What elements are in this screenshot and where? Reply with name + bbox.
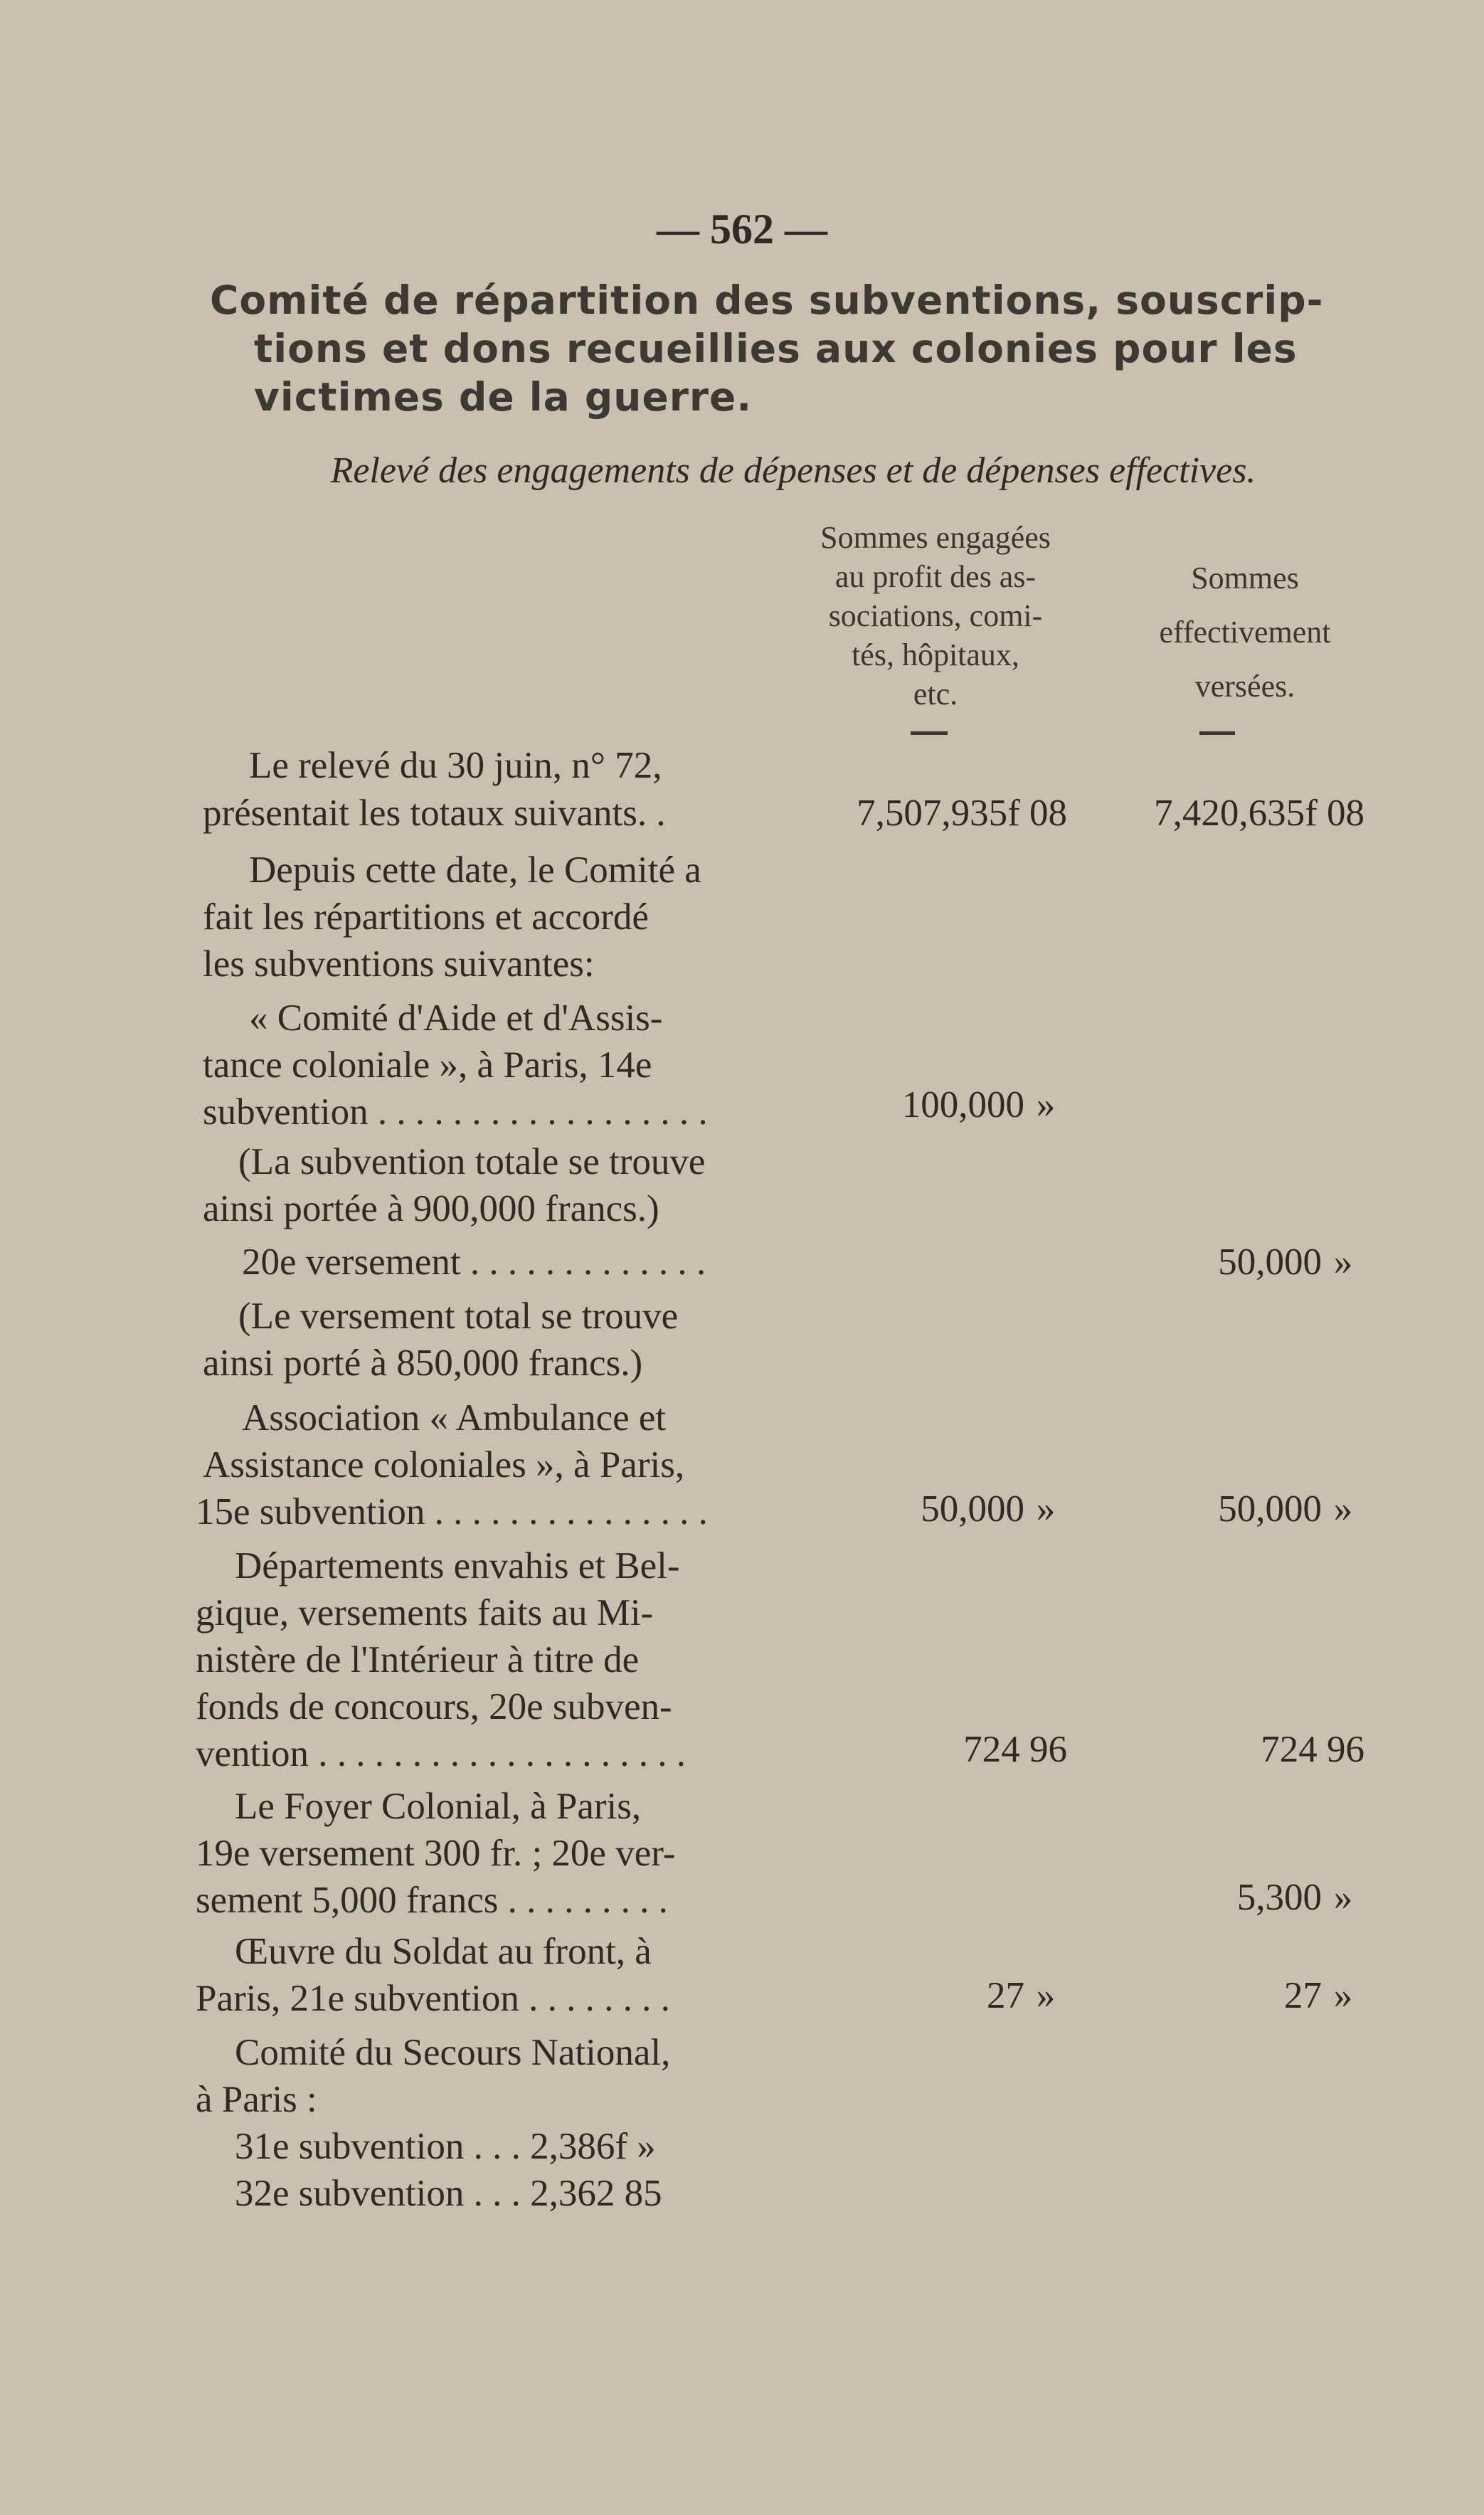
amount: 27 bbox=[1284, 1975, 1322, 2016]
value-engaged-departements: 724 96 bbox=[963, 1729, 1067, 1770]
text-line: Assistance coloniales », à Paris, bbox=[203, 1444, 685, 1486]
title-line: victimes de la guerre. bbox=[254, 374, 753, 420]
text-line: Comité du Secours National, bbox=[235, 2032, 671, 2073]
text-line: 15e subvention . . . . . . . . . . . . . . . bbox=[196, 1491, 708, 1532]
text-line: ainsi porté à 850,000 francs.) bbox=[203, 1343, 643, 1384]
amount: 27 bbox=[987, 1975, 1024, 2016]
column-header-paid bbox=[1110, 551, 1380, 714]
value-paid-totals: 7,420,635f 08 bbox=[1154, 793, 1364, 834]
text-line: Œuvre du Soldat au front, à bbox=[235, 1931, 652, 1972]
ditto-mark: » bbox=[1333, 1877, 1353, 1918]
text-line: (La subvention totale se trouve bbox=[238, 1141, 706, 1182]
title-line: tions et dons recueillies aux colonies pour les bbox=[254, 326, 1298, 371]
amount: 50,000 bbox=[1218, 1241, 1322, 1283]
amount: 5,300 bbox=[1236, 1877, 1322, 1918]
text-line: fait les répartitions et accordé bbox=[203, 896, 649, 938]
value-engaged-totals: 7,507,935f 08 bbox=[857, 793, 1067, 834]
text-line: fonds de concours, 20e subven- bbox=[196, 1686, 672, 1727]
value-engaged-ambulance bbox=[921, 1486, 1067, 1532]
value-engaged-oeuvre bbox=[987, 1972, 1067, 2019]
column-rule bbox=[911, 731, 948, 735]
amount: 50,000 bbox=[1218, 1488, 1322, 1530]
header-line: tés, hôpitaux, bbox=[852, 637, 1019, 672]
ditto-mark: » bbox=[1036, 1488, 1056, 1530]
page-number: — 562 — bbox=[657, 206, 827, 253]
text-line: subvention . . . . . . . . . . . . . . . . . . bbox=[203, 1091, 708, 1133]
title-line: Comité de répartition des subventions, souscrip- bbox=[210, 277, 1324, 323]
column-header-engaged bbox=[779, 518, 1092, 714]
header-line: Sommes bbox=[1191, 561, 1299, 595]
ditto-mark: » bbox=[1333, 1975, 1353, 2016]
value-paid-departements: 724 96 bbox=[1261, 1729, 1364, 1770]
ditto-mark: » bbox=[1036, 1084, 1056, 1126]
text-line: gique, versements faits au Mi- bbox=[196, 1592, 654, 1634]
text-line: les subventions suivantes: bbox=[203, 943, 595, 985]
header-line: au profit des as- bbox=[834, 559, 1037, 594]
text-line: (Le versement total se trouve bbox=[238, 1296, 679, 1337]
value-paid-versement bbox=[1218, 1239, 1364, 1286]
amount: 50,000 bbox=[921, 1488, 1024, 1530]
header-line: sociations, comi- bbox=[828, 598, 1043, 633]
header-line: Sommes engagées bbox=[820, 520, 1051, 555]
ditto-mark: » bbox=[1333, 1241, 1353, 1283]
text-line: nistère de l'Intérieur à titre de bbox=[196, 1639, 640, 1680]
text-line: 32e subvention . . . 2,362 85 bbox=[235, 2173, 662, 2214]
value-paid-foyer bbox=[1237, 1874, 1364, 1921]
ditto-mark: » bbox=[1036, 1975, 1056, 2016]
text-line: 20e versement . . . . . . . . . . . . . bbox=[242, 1241, 706, 1283]
text-line: vention . . . . . . . . . . . . . . . . . . . . bbox=[196, 1733, 686, 1774]
text-line: Départements envahis et Bel- bbox=[235, 1545, 680, 1587]
text-line: 19e versement 300 fr. ; 20e ver- bbox=[196, 1833, 676, 1874]
ditto-mark: » bbox=[1333, 1488, 1353, 1530]
value-paid-ambulance bbox=[1218, 1486, 1364, 1532]
text-line: sement 5,000 francs . . . . . . . . . bbox=[196, 1880, 668, 1921]
document-title bbox=[210, 276, 1391, 421]
text-line: Le relevé du 30 juin, n° 72, bbox=[249, 745, 662, 786]
header-line: effectivement bbox=[1159, 615, 1331, 650]
text-line: « Comité d'Aide et d'Assis- bbox=[249, 997, 663, 1039]
header-line: versées. bbox=[1194, 669, 1295, 704]
amount: 100,000 bbox=[901, 1084, 1024, 1126]
value-engaged-aide bbox=[902, 1081, 1067, 1128]
text-line: Association « Ambulance et bbox=[242, 1397, 667, 1439]
value-paid-oeuvre bbox=[1284, 1972, 1364, 2019]
text-line: présentait les totaux suivants. . bbox=[203, 793, 666, 834]
column-rule bbox=[1199, 731, 1235, 735]
document-subtitle: Relevé des engagements de dépenses et de dépenses effectives. bbox=[330, 450, 1256, 491]
text-line: Paris, 21e subvention . . . . . . . . bbox=[196, 1978, 670, 2019]
text-line: 31e subvention . . . 2,386f » bbox=[235, 2126, 656, 2167]
text-line: tance coloniale », à Paris, 14e bbox=[203, 1044, 652, 1086]
text-line: Depuis cette date, le Comité a bbox=[249, 849, 701, 891]
text-line: ainsi portée à 900,000 francs.) bbox=[203, 1188, 659, 1229]
header-line: etc. bbox=[913, 677, 958, 711]
text-line: à Paris : bbox=[196, 2079, 317, 2120]
text-line: Le Foyer Colonial, à Paris, bbox=[235, 1786, 642, 1827]
